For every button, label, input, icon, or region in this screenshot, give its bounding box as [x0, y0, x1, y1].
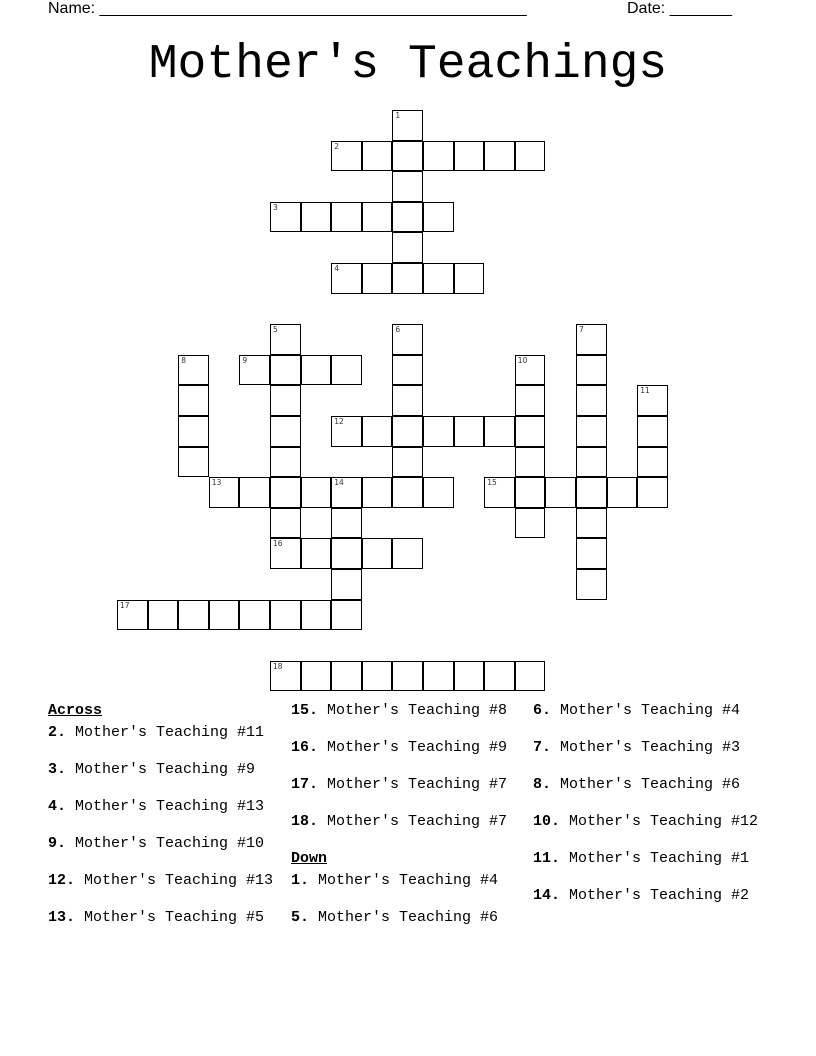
grid-cell[interactable] — [331, 202, 362, 233]
clue-number: 11. — [533, 850, 561, 867]
cell-number: 2 — [334, 141, 339, 151]
grid-cell[interactable] — [331, 538, 362, 569]
clue-number: 9. — [48, 835, 67, 852]
grid-cell[interactable] — [392, 355, 423, 386]
grid-cell[interactable] — [270, 508, 301, 539]
grid-cell[interactable] — [576, 538, 607, 569]
grid-cell[interactable] — [362, 263, 393, 294]
clue-number: 18. — [291, 813, 319, 830]
grid-cell[interactable] — [576, 324, 607, 355]
cell-number: 11 — [640, 386, 650, 396]
clue-item — [533, 851, 773, 888]
grid-cell[interactable] — [331, 661, 362, 692]
grid-cell[interactable] — [362, 477, 393, 508]
clue-item — [48, 799, 278, 836]
grid-cell[interactable] — [515, 385, 546, 416]
grid-cell[interactable] — [392, 110, 423, 141]
clue-column-2 — [291, 703, 523, 947]
grid-cell[interactable] — [637, 385, 668, 416]
grid-cell[interactable] — [301, 661, 332, 692]
clue-item — [533, 814, 773, 851]
clue-item — [291, 703, 523, 740]
clue-item — [533, 740, 773, 777]
clue-text: Mother's Teaching #1 — [560, 850, 750, 867]
grid-cell[interactable] — [178, 447, 209, 478]
grid-cell[interactable] — [301, 538, 332, 569]
across-heading: Across — [48, 702, 103, 719]
clue-text: Mother's Teaching #3 — [551, 739, 741, 756]
grid-cell[interactable] — [392, 324, 423, 355]
grid-cell[interactable] — [392, 232, 423, 263]
clue-item — [291, 740, 523, 777]
grid-cell[interactable] — [362, 202, 393, 233]
grid-cell[interactable] — [270, 355, 301, 386]
clue-number: 12. — [48, 872, 76, 889]
grid-cell[interactable] — [270, 447, 301, 478]
grid-cell[interactable] — [117, 600, 148, 631]
grid-cell[interactable] — [301, 600, 332, 631]
clue-number: 17. — [291, 776, 319, 793]
cell-number: 10 — [517, 355, 528, 365]
name-field-label: Name: ________________________________________________ — [48, 0, 527, 17]
grid-cell[interactable] — [392, 477, 423, 508]
grid-cell[interactable] — [637, 416, 668, 447]
clue-text: Mother's Teaching #9 — [66, 761, 256, 778]
grid-cell[interactable] — [607, 477, 638, 508]
grid-cell[interactable] — [515, 477, 546, 508]
clue-item — [533, 703, 773, 740]
clue-item — [48, 910, 278, 947]
grid-cell[interactable] — [423, 477, 454, 508]
grid-cell[interactable] — [270, 416, 301, 447]
grid-cell[interactable] — [148, 600, 179, 631]
grid-cell[interactable] — [362, 141, 393, 172]
clue-item — [48, 725, 278, 762]
clue-number: 8. — [533, 776, 552, 793]
grid-cell[interactable] — [484, 661, 515, 692]
clue-item — [291, 910, 523, 947]
clue-column-1 — [48, 703, 278, 947]
clue-text: Mother's Teaching #6 — [309, 909, 499, 926]
clue-number: 16. — [291, 739, 319, 756]
clue-text: Mother's Teaching #4 — [551, 702, 741, 719]
clue-item — [48, 836, 278, 873]
grid-cell[interactable] — [454, 263, 485, 294]
cell-number: 6 — [395, 325, 401, 335]
grid-cell[interactable] — [301, 355, 332, 386]
grid-cell[interactable] — [270, 324, 301, 355]
grid-cell[interactable] — [423, 661, 454, 692]
grid-cell[interactable] — [515, 508, 546, 539]
grid-cell[interactable] — [270, 477, 301, 508]
grid-cell[interactable] — [637, 447, 668, 478]
grid-cell[interactable] — [392, 171, 423, 202]
clue-text: Mother's Teaching #13 — [75, 872, 274, 889]
grid-cell[interactable] — [484, 477, 515, 508]
clue-item — [48, 873, 278, 910]
cell-number: 13 — [211, 478, 222, 488]
grid-cell[interactable] — [331, 477, 362, 508]
grid-cell[interactable] — [209, 600, 240, 631]
grid-cell[interactable] — [576, 477, 607, 508]
cell-number: 14 — [334, 478, 344, 488]
grid-cell[interactable] — [576, 385, 607, 416]
clue-text: Mother's Teaching #9 — [318, 739, 508, 756]
cell-number: 12 — [334, 417, 344, 426]
grid-cell[interactable] — [209, 477, 240, 508]
grid-cell[interactable] — [423, 416, 454, 447]
grid-cell[interactable] — [454, 416, 485, 447]
grid-cell[interactable] — [576, 447, 607, 478]
cell-number: 3 — [273, 202, 278, 212]
cell-number: 18 — [273, 661, 283, 671]
clue-item — [291, 777, 523, 814]
grid-cell[interactable] — [178, 355, 209, 386]
clue-text: Mother's Teaching #6 — [551, 776, 741, 793]
clue-text: Mother's Teaching #2 — [560, 887, 750, 904]
grid-cell[interactable] — [515, 661, 546, 692]
clue-text: Mother's Teaching #7 — [318, 776, 508, 793]
down-heading: Down — [291, 850, 328, 867]
grid-cell[interactable] — [331, 569, 362, 600]
cell-number: 5 — [273, 325, 278, 335]
grid-cell[interactable] — [392, 202, 423, 233]
grid-cell[interactable] — [270, 538, 301, 569]
clue-text: Mother's Teaching #12 — [560, 813, 759, 830]
grid-cell[interactable] — [392, 661, 423, 692]
clue-item — [533, 777, 773, 814]
grid-cell[interactable] — [576, 355, 607, 386]
clue-item — [48, 762, 278, 799]
grid-cell[interactable] — [392, 538, 423, 569]
clue-number: 13. — [48, 909, 76, 926]
grid-cell[interactable] — [515, 141, 546, 172]
grid-cell[interactable] — [331, 600, 362, 631]
grid-cell[interactable] — [331, 263, 362, 294]
grid-cell[interactable] — [576, 569, 607, 600]
grid-cell[interactable] — [515, 355, 546, 386]
grid-cell[interactable] — [270, 202, 301, 233]
grid-cell[interactable] — [576, 508, 607, 539]
grid-cell[interactable] — [301, 202, 332, 233]
clue-number: 10. — [533, 813, 561, 830]
grid-cell[interactable] — [515, 447, 546, 478]
cell-number: 16 — [273, 539, 283, 549]
grid-cell[interactable] — [454, 141, 485, 172]
grid-cell[interactable] — [178, 385, 209, 416]
clue-number: 1. — [291, 872, 310, 889]
grid-cell[interactable] — [331, 141, 362, 172]
grid-cell[interactable] — [331, 508, 362, 539]
clue-number: 14. — [533, 887, 561, 904]
grid-cell[interactable] — [392, 416, 423, 447]
clue-column-3 — [533, 703, 773, 925]
grid-cell[interactable] — [392, 447, 423, 478]
clue-number: 5. — [291, 909, 310, 926]
grid-cell[interactable] — [484, 141, 515, 172]
grid-cell[interactable] — [362, 538, 393, 569]
grid-cell[interactable] — [239, 477, 270, 508]
puzzle-title: Mother's Teachings — [148, 38, 668, 92]
clue-text: Mother's Teaching #10 — [66, 835, 265, 852]
grid-cell[interactable] — [454, 661, 485, 692]
clue-text: Mother's Teaching #11 — [66, 724, 265, 741]
grid-cell[interactable] — [423, 141, 454, 172]
grid-cell[interactable] — [178, 600, 209, 631]
cell-number: 7 — [579, 325, 584, 335]
grid-cell[interactable] — [392, 141, 423, 172]
grid-cell[interactable] — [515, 416, 546, 447]
grid-cell[interactable] — [331, 355, 362, 386]
grid-cell[interactable] — [392, 385, 423, 416]
cell-number: 15 — [487, 478, 497, 488]
clue-number: 6. — [533, 702, 552, 719]
clue-number: 7. — [533, 739, 552, 756]
grid-cell[interactable] — [239, 355, 270, 386]
grid-cell[interactable] — [362, 416, 393, 447]
date-field-label: Date: _______ — [627, 0, 732, 17]
grid-cell[interactable] — [637, 477, 668, 508]
clue-text: Mother's Teaching #4 — [309, 872, 499, 889]
clue-number: 3. — [48, 761, 67, 778]
cell-number: 17 — [120, 600, 130, 610]
clue-text: Mother's Teaching #8 — [318, 702, 508, 719]
grid-cell[interactable] — [270, 661, 301, 692]
grid-cell[interactable] — [362, 661, 393, 692]
grid-cell[interactable] — [545, 477, 576, 508]
clue-number: 4. — [48, 798, 67, 815]
cell-number: 1 — [395, 111, 401, 120]
grid-cell[interactable] — [423, 263, 454, 294]
grid-cell[interactable] — [270, 385, 301, 416]
grid-cell[interactable] — [239, 600, 270, 631]
grid-cell[interactable] — [178, 416, 209, 447]
clue-text: Mother's Teaching #5 — [75, 909, 265, 926]
clue-text: Mother's Teaching #7 — [318, 813, 508, 830]
cell-number: 9 — [242, 355, 248, 365]
grid-cell[interactable] — [423, 202, 454, 233]
grid-cell[interactable] — [484, 416, 515, 447]
grid-cell[interactable] — [331, 416, 362, 447]
clue-item — [291, 814, 523, 851]
clue-number: 15. — [291, 702, 319, 719]
clue-item — [533, 888, 773, 925]
clue-text: Mother's Teaching #13 — [66, 798, 265, 815]
grid-cell[interactable] — [301, 477, 332, 508]
clue-number: 2. — [48, 724, 67, 741]
grid-cell[interactable] — [392, 263, 423, 294]
grid-cell[interactable] — [576, 416, 607, 447]
cell-number: 8 — [181, 355, 186, 365]
grid-cell[interactable] — [270, 600, 301, 631]
cell-number: 4 — [334, 264, 339, 273]
clue-item — [291, 873, 523, 910]
